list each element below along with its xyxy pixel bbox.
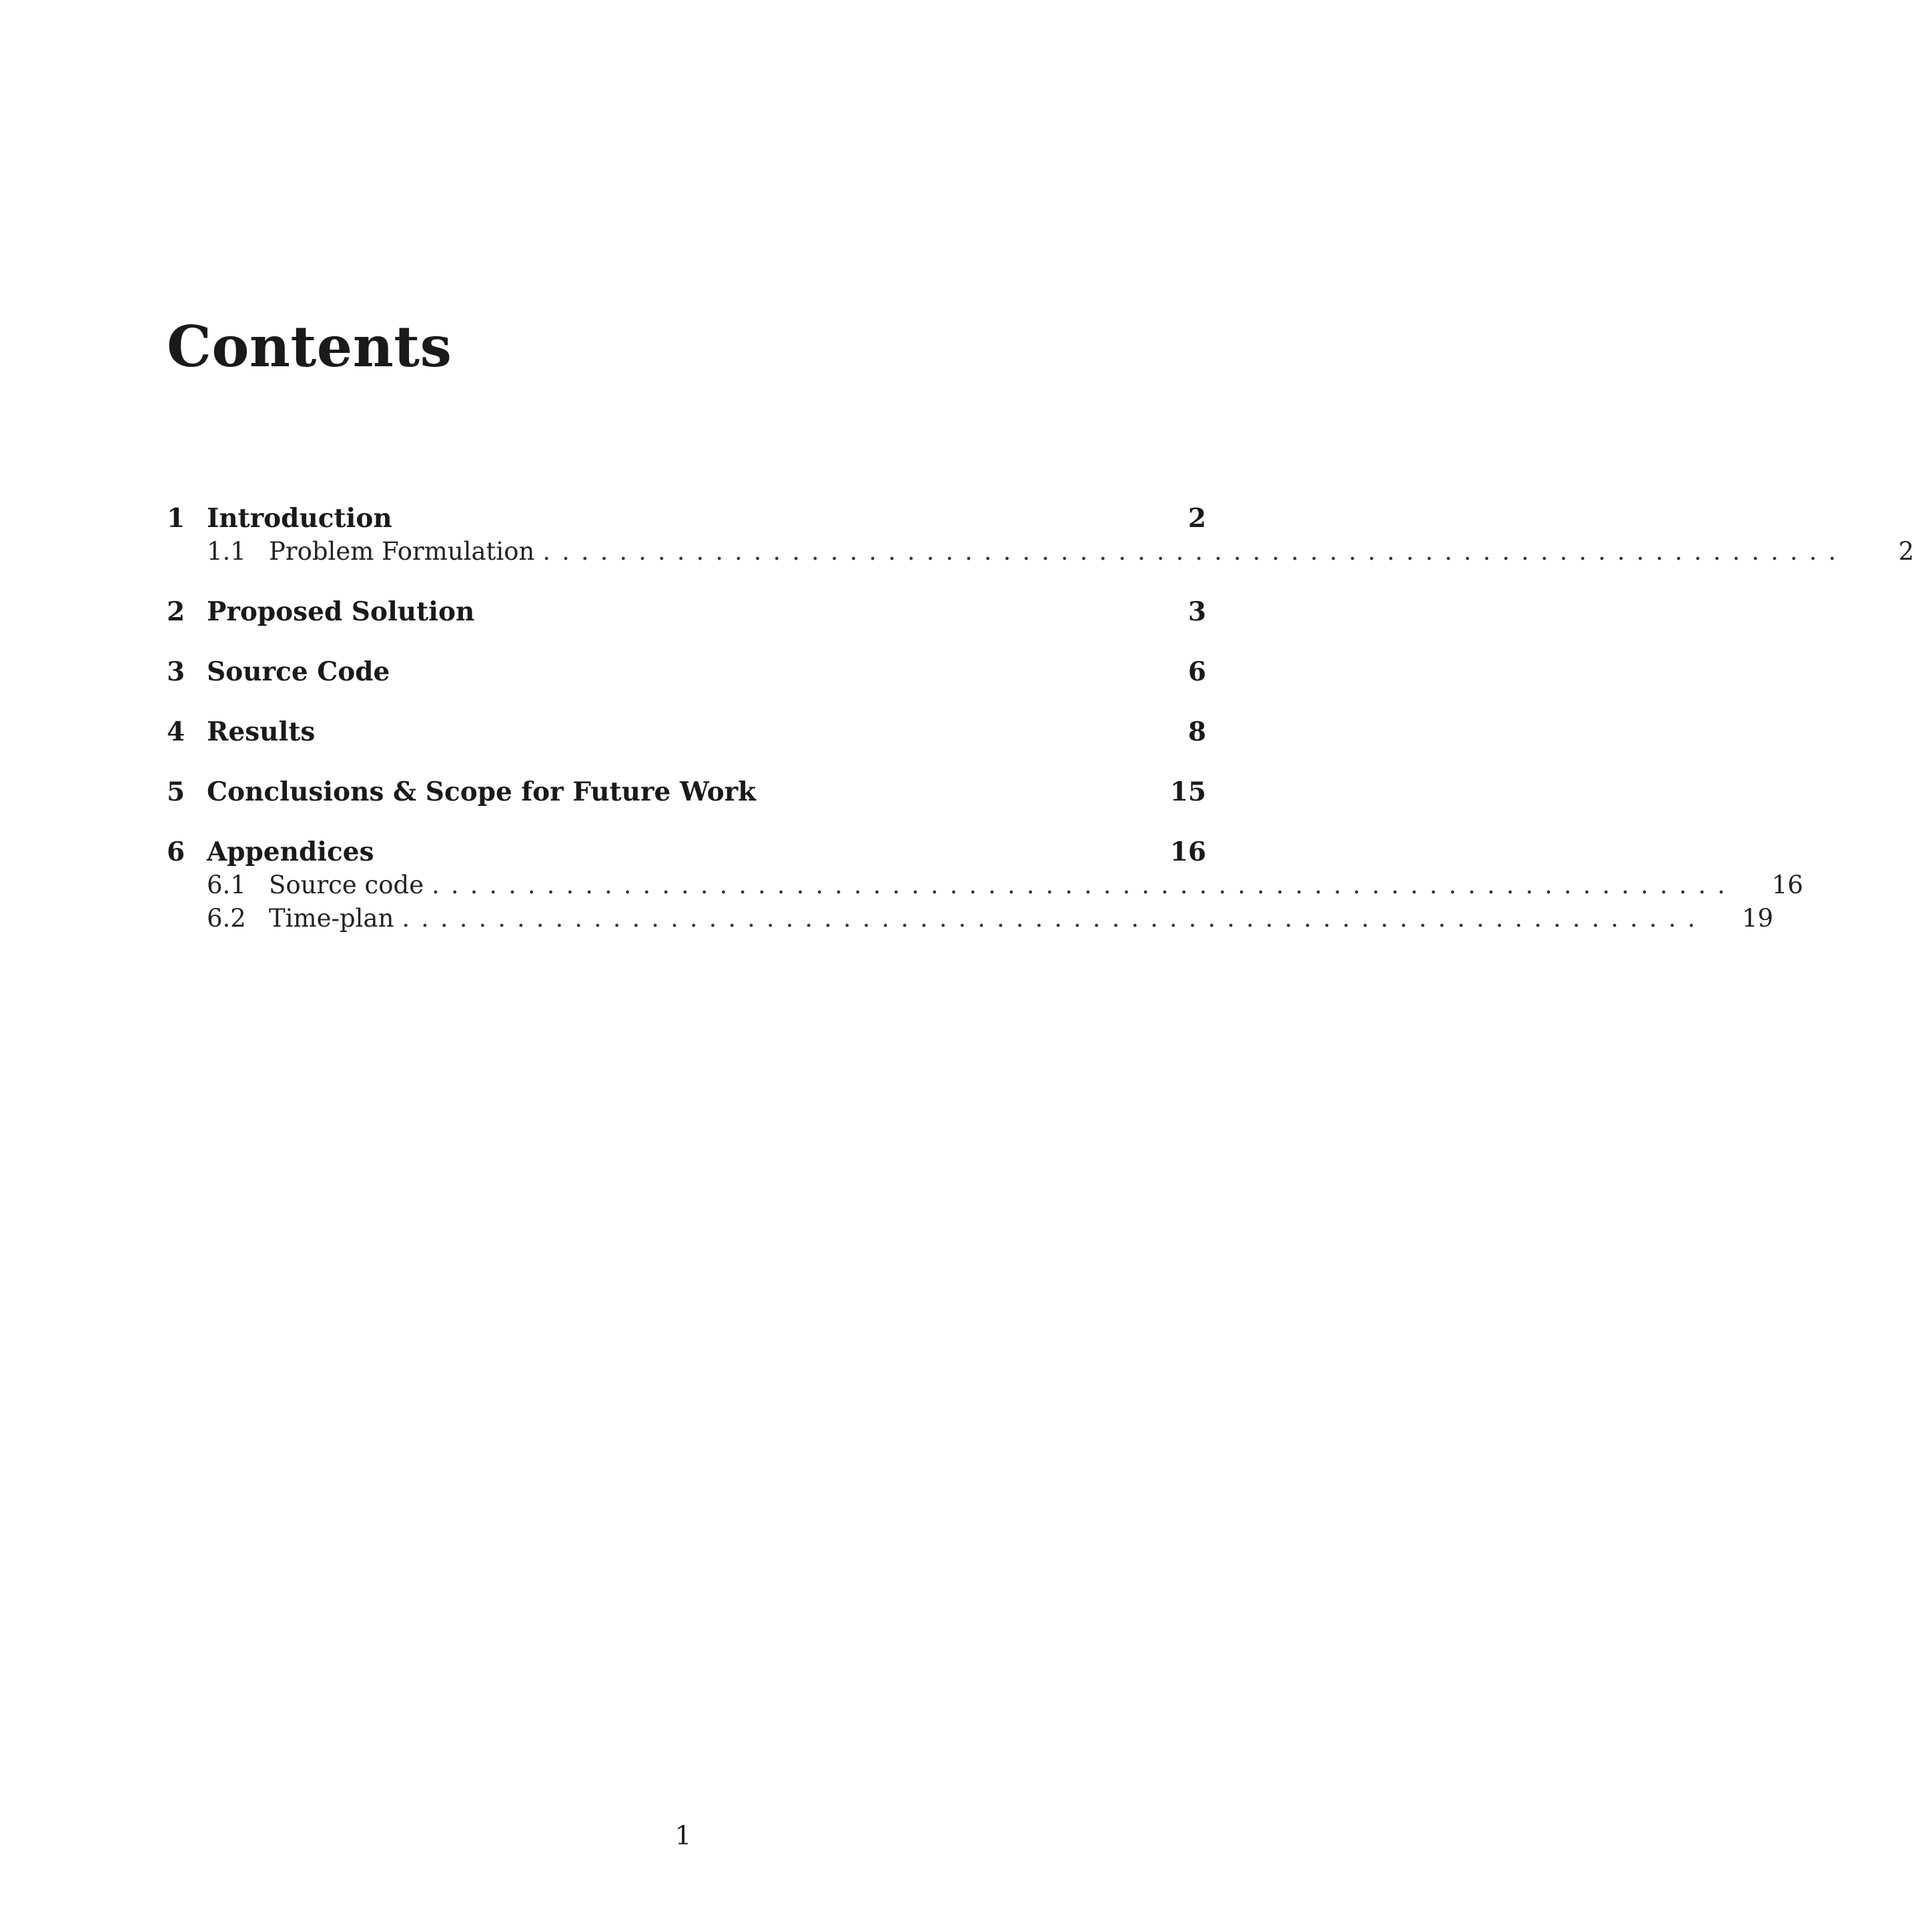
toc-chapter-number: 3 bbox=[167, 656, 185, 687]
toc-chapter-title: Results bbox=[207, 716, 316, 747]
toc-section-source-code[interactable] bbox=[167, 869, 1803, 902]
toc-chapter-title: Conclusions & Scope for Future Work bbox=[207, 777, 757, 807]
toc-section-page: 19 bbox=[1742, 904, 1774, 933]
toc-chapter-title: Source Code bbox=[207, 656, 390, 687]
toc-chapter-source-code[interactable] bbox=[167, 655, 1206, 688]
toc-chapter-number: 6 bbox=[167, 837, 185, 867]
toc-dot-leaders: .................................................................... bbox=[542, 537, 1848, 566]
page-number: 1 bbox=[674, 1821, 692, 1851]
toc-chapter-title: Introduction bbox=[207, 503, 392, 534]
toc-chapter-title: Appendices bbox=[207, 837, 374, 867]
toc-chapter-page: 3 bbox=[1187, 596, 1206, 627]
toc-chapter-results[interactable] bbox=[167, 715, 1206, 749]
toc-chapter-page: 16 bbox=[1169, 837, 1206, 867]
toc-chapter-page: 2 bbox=[1187, 503, 1206, 534]
toc-section-number: 1.1 bbox=[207, 537, 246, 566]
toc-section-title: Time-plan bbox=[269, 904, 394, 933]
toc-section-number: 6.1 bbox=[207, 871, 246, 899]
toc-chapter-introduction[interactable] bbox=[167, 502, 1206, 535]
toc-chapter-proposed-solution[interactable] bbox=[167, 595, 1206, 628]
toc-chapter-number: 1 bbox=[167, 503, 185, 534]
toc-chapter-number: 4 bbox=[167, 716, 185, 747]
toc-section-problem-formulation[interactable] bbox=[167, 535, 1914, 568]
contents-heading: Contents bbox=[167, 314, 452, 380]
toc-chapter-number: 2 bbox=[167, 596, 185, 627]
toc-section-number: 6.2 bbox=[207, 904, 246, 933]
table-of-contents bbox=[167, 502, 1914, 935]
toc-section-title: Source code bbox=[269, 871, 424, 899]
toc-chapter-number: 5 bbox=[167, 777, 185, 807]
toc-section-page: 16 bbox=[1771, 871, 1803, 899]
toc-chapter-page: 6 bbox=[1187, 656, 1206, 687]
toc-dot-leaders: .................................................................... bbox=[402, 904, 1707, 933]
toc-chapter-title: Proposed Solution bbox=[207, 596, 475, 627]
toc-chapter-appendices[interactable] bbox=[167, 835, 1206, 869]
toc-chapter-page: 8 bbox=[1187, 716, 1206, 747]
toc-section-time-plan[interactable] bbox=[167, 902, 1774, 935]
toc-chapter-conclusions[interactable] bbox=[167, 775, 1206, 809]
toc-dot-leaders: .................................................................... bbox=[432, 871, 1737, 899]
toc-section-title: Problem Formulation bbox=[269, 537, 535, 566]
toc-chapter-page: 15 bbox=[1169, 777, 1206, 807]
toc-section-page: 2 bbox=[1898, 537, 1914, 566]
